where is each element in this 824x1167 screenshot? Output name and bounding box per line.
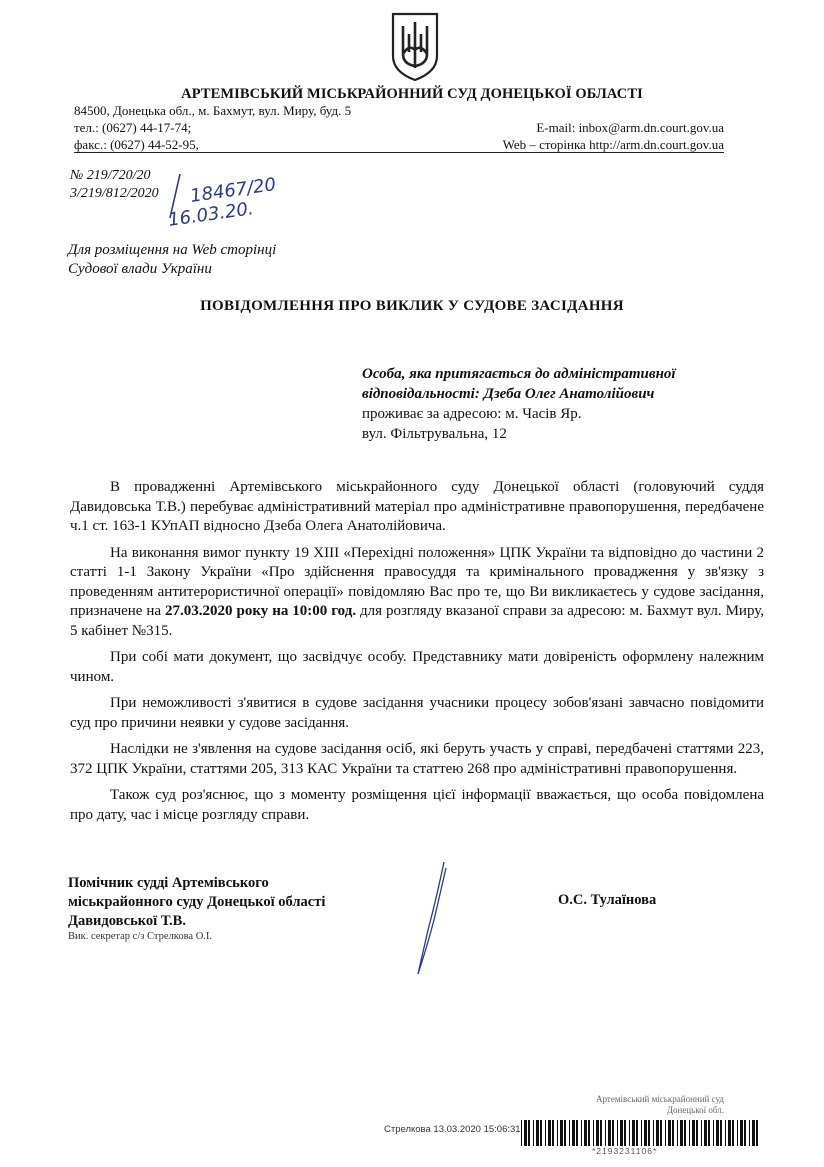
barcode-number: *2193231106* — [592, 1146, 658, 1156]
barcode-bar — [740, 1120, 743, 1146]
paragraph-documents: При собі мати документ, що засвідчує особу. Представнику мати довіреність оформлену належним чином. — [70, 649, 764, 685]
barcode-bar — [749, 1120, 750, 1146]
signer-position-line2: міськрайонного суду Донецької області — [68, 894, 326, 910]
handwritten-registration-number: 18467/20 — [188, 174, 278, 207]
court-stamp-line2: Донецької обл. — [666, 1105, 724, 1115]
barcode-bar — [540, 1120, 542, 1146]
barcode-bar — [552, 1120, 554, 1146]
barcode-bar — [708, 1120, 710, 1146]
barcode-bar — [533, 1120, 534, 1146]
court-stamp-line1: Артемівський міськрайонний суд — [596, 1094, 724, 1104]
addressee-line2: відповідальності: Дзеба Олег Анатолійович — [362, 386, 655, 402]
barcode-bar — [641, 1120, 642, 1146]
barcode-bar — [545, 1120, 546, 1146]
court-fax: факс.: (0627) 44-52-95, — [74, 137, 199, 152]
barcode-bar — [756, 1120, 758, 1146]
summons-text-before: На виконання вимог пункту 19 XIII «Перехідні положення» ЦПК України та відповідно до частини 2 статті 1-1 Закону України «Про здійснення правосуддя та кримінального провадження у зв'язку з проведенням антитерористичної операції» повідомляю Вас про те, що Ви викликаєтесь у судове засідання, призначене на — [70, 544, 764, 619]
barcode-bar — [728, 1120, 731, 1146]
court-stamp — [596, 1094, 724, 1116]
barcode-bar — [716, 1120, 719, 1146]
case-number: № 219/720/20 — [70, 168, 151, 183]
court-phone: тел.: (0627) 44-17-74; — [74, 120, 192, 135]
court-address: 84500, Донецька обл., м. Бахмут, вул. Миру, буд. 5 — [74, 103, 352, 118]
barcode-bar — [605, 1120, 606, 1146]
barcode-bar — [689, 1120, 690, 1146]
court-email: E-mail: inbox@arm.dn.court.gov.ua — [536, 120, 724, 135]
paragraph-notification: Також суд роз'яснює, що з моменту розміщення цієї інформації вважається, що особа повідомлена про дату, час і місце розгляду справи. — [70, 787, 764, 823]
barcode-bar — [677, 1120, 678, 1146]
barcode-bar — [656, 1120, 659, 1146]
court-name: АРТЕМІВСЬКИЙ МІСЬКРАЙОННИЙ СУД ДОНЕЦЬКОЇ ОБЛАСТІ — [181, 86, 643, 102]
barcode-bar — [752, 1120, 755, 1146]
handwritten-registration-date: 16.03.20. — [166, 198, 255, 231]
barcode-bar — [636, 1120, 638, 1146]
proceeding-number: 3/219/812/2020 — [70, 186, 159, 201]
barcode-bar — [701, 1120, 702, 1146]
web-placement-note: Для розміщення на Web сторінці — [68, 242, 277, 258]
barcode-bar — [744, 1120, 746, 1146]
barcode-bar — [536, 1120, 539, 1146]
hearing-date-time: 27.03.2020 року на 10:00 год. — [165, 603, 357, 619]
notice-body — [70, 478, 764, 832]
barcode-bar — [665, 1120, 666, 1146]
barcode-bar — [584, 1120, 587, 1146]
barcode-bar — [564, 1120, 566, 1146]
secretary-note: Вик. секретар с/з Стрелкова О.І. — [68, 931, 213, 942]
barcode-bar — [668, 1120, 671, 1146]
barcode-bar — [629, 1120, 630, 1146]
barcode-bar — [684, 1120, 686, 1146]
barcode-bar — [632, 1120, 635, 1146]
barcode — [521, 1120, 761, 1146]
barcode-bar — [521, 1120, 522, 1146]
barcode-bar — [576, 1120, 578, 1146]
barcode-bar — [624, 1120, 626, 1146]
barcode-bar — [680, 1120, 683, 1146]
barcode-bar — [608, 1120, 611, 1146]
court-website: Web – сторінка http://arm.dn.court.gov.ua — [502, 137, 724, 152]
barcode-bar — [692, 1120, 695, 1146]
barcode-bar — [617, 1120, 618, 1146]
barcode-bar — [660, 1120, 662, 1146]
barcode-bar — [528, 1120, 530, 1146]
barcode-bar — [725, 1120, 726, 1146]
addressee-address: проживає за адресою: м. Часів Яр. — [362, 406, 582, 422]
summons-text-after: для розгляду вказаної справи за адресою: м. Бахмут вул. Миру, 5 кабінет №315. — [70, 603, 764, 639]
web-placement-note-line2: Судової влади України — [68, 261, 212, 277]
paragraph-absence: При неможливості з'явитися в судове засідання учасники процесу зобов'язані завчасно повідомити суд про причини неявки у судове засідання. — [70, 695, 764, 731]
signer-position-line1: Помічник судді Артемівського — [68, 875, 269, 891]
header-divider — [74, 152, 724, 153]
addressee-line1: Особа, яка притягається до адміністративної — [362, 366, 676, 382]
signer-position-line3: Давидовської Т.В. — [68, 913, 186, 929]
barcode-bar — [732, 1120, 734, 1146]
barcode-bar — [557, 1120, 558, 1146]
barcode-bar — [644, 1120, 647, 1146]
barcode-bar — [648, 1120, 650, 1146]
barcode-bar — [548, 1120, 551, 1146]
addressee-street: вул. Фільтрувальна, 12 — [362, 426, 507, 442]
barcode-bar — [596, 1120, 599, 1146]
barcode-bar — [569, 1120, 570, 1146]
barcode-bar — [713, 1120, 714, 1146]
trident-coat-of-arms-icon — [389, 10, 441, 82]
barcode-bar — [600, 1120, 602, 1146]
signer-name: О.С. Тулаїнова — [558, 892, 657, 908]
barcode-bar — [653, 1120, 654, 1146]
paragraph-summons — [70, 544, 764, 642]
paragraph-consequences: Наслідки не з'явлення на судове засідання осіб, які беруть участь у справі, передбачені статтями 223, 372 ЦПК України, статтями 205, 313 КАС України та статтею 268 про адміністративні правопорушення. — [70, 741, 764, 777]
document-title: ПОВІДОМЛЕННЯ ПРО ВИКЛИК У СУДОВЕ ЗАСІДАННЯ — [200, 298, 624, 314]
signer-position — [68, 874, 325, 931]
barcode-bar — [620, 1120, 623, 1146]
barcode-bar — [672, 1120, 674, 1146]
barcode-bar — [704, 1120, 707, 1146]
barcode-bar — [720, 1120, 722, 1146]
paragraph-proceeding: В провадженні Артемівського міськрайонного суду Донецької області (головуючий суддя Давидовська Т.В.) перебуває адміністративний матеріал про адміністративне правопорушення, передбачене ч.1 ст. 163-1 КУпАП відносно Дзеба Олега Анатолійовича. — [70, 479, 764, 534]
barcode-bar — [612, 1120, 614, 1146]
barcode-bar — [572, 1120, 575, 1146]
barcode-bar — [581, 1120, 582, 1146]
handwritten-signature — [414, 860, 450, 978]
barcode-bar — [588, 1120, 590, 1146]
barcode-bar — [696, 1120, 698, 1146]
barcode-bar — [593, 1120, 594, 1146]
barcode-bar — [524, 1120, 527, 1146]
barcode-bar — [737, 1120, 738, 1146]
print-stamp: Стрелкова 13.03.2020 15:06:31 — [384, 1124, 521, 1135]
barcode-bar — [560, 1120, 563, 1146]
